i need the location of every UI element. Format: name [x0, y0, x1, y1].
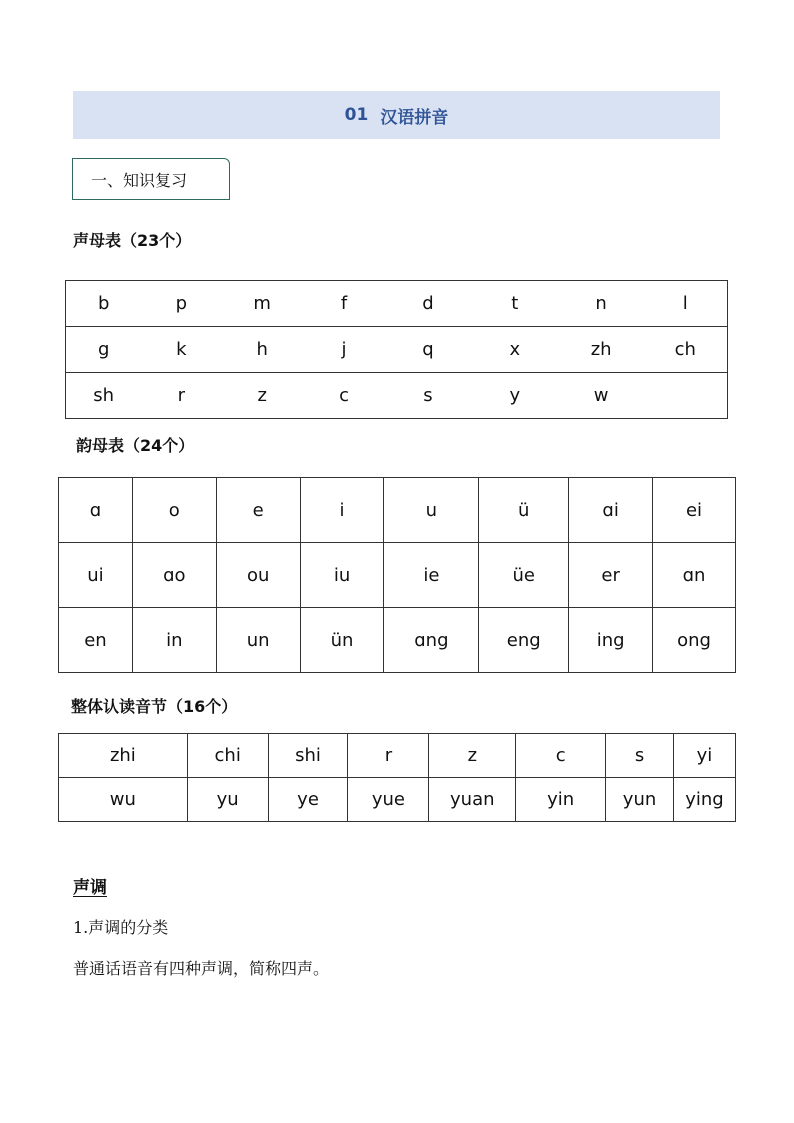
table-row: [66, 327, 728, 373]
table-cell: wu: [59, 778, 188, 822]
table-cell: ün: [300, 608, 384, 673]
page-title-bar: [73, 91, 720, 139]
table-cell: yun: [606, 778, 674, 822]
table-cell: zh: [559, 327, 644, 373]
table-cell: r: [141, 373, 221, 419]
table-cell: ong: [653, 608, 736, 673]
table-cell: yuan: [429, 778, 516, 822]
table-cell: t: [471, 281, 559, 327]
table-cell: in: [132, 608, 216, 673]
table-cell: s: [606, 734, 674, 778]
table-cell: j: [303, 327, 385, 373]
yunmu-heading: 韵母表（24个）: [76, 436, 195, 455]
shengmu-heading: 声母表（23个）: [73, 231, 192, 250]
table-row: [66, 373, 728, 419]
table-cell: ie: [384, 543, 479, 608]
zhengti-table: [58, 733, 736, 822]
table-cell: m: [221, 281, 303, 327]
table-cell: u: [384, 478, 479, 543]
tones-subheading: 1.声调的分类: [73, 918, 169, 937]
title-number: 01: [344, 105, 369, 125]
table-cell: ɑ: [59, 478, 133, 543]
table-cell: yi: [673, 734, 735, 778]
table-cell: shi: [268, 734, 348, 778]
table-cell: yin: [516, 778, 606, 822]
table-row: [59, 543, 736, 608]
table-cell: ch: [644, 327, 728, 373]
tones-heading: 声调: [73, 878, 107, 898]
table-cell: ɑng: [384, 608, 479, 673]
table-cell: i: [300, 478, 384, 543]
table-row: [66, 281, 728, 327]
table-row: [59, 608, 736, 673]
table-cell: üe: [479, 543, 569, 608]
table-cell: ou: [216, 543, 300, 608]
table-cell: z: [221, 373, 303, 419]
table-cell: c: [516, 734, 606, 778]
table-cell: d: [385, 281, 471, 327]
table-cell: [644, 373, 728, 419]
table-cell: ɑn: [653, 543, 736, 608]
table-cell: ye: [268, 778, 348, 822]
table-row: [59, 734, 736, 778]
table-cell: r: [348, 734, 429, 778]
table-cell: ɑi: [569, 478, 653, 543]
table-row: [59, 778, 736, 822]
table-cell: ying: [673, 778, 735, 822]
table-cell: y: [471, 373, 559, 419]
table-cell: chi: [187, 734, 268, 778]
table-cell: un: [216, 608, 300, 673]
section-label: 一、知识复习: [72, 158, 230, 200]
zhengti-heading: 整体认读音节（16个）: [71, 697, 238, 716]
table-cell: iu: [300, 543, 384, 608]
table-cell: yu: [187, 778, 268, 822]
table-cell: ei: [653, 478, 736, 543]
table-cell: zhi: [59, 734, 188, 778]
table-cell: f: [303, 281, 385, 327]
yunmu-table: [58, 477, 736, 673]
table-cell: q: [385, 327, 471, 373]
table-cell: e: [216, 478, 300, 543]
table-cell: o: [132, 478, 216, 543]
table-cell: b: [66, 281, 142, 327]
table-cell: ing: [569, 608, 653, 673]
table-cell: g: [66, 327, 142, 373]
table-cell: ɑo: [132, 543, 216, 608]
table-cell: en: [59, 608, 133, 673]
page-title: 汉语拼音: [380, 107, 449, 128]
table-cell: er: [569, 543, 653, 608]
table-cell: ü: [479, 478, 569, 543]
table-cell: n: [559, 281, 644, 327]
table-cell: p: [141, 281, 221, 327]
table-cell: z: [429, 734, 516, 778]
table-cell: s: [385, 373, 471, 419]
table-cell: l: [644, 281, 728, 327]
table-cell: c: [303, 373, 385, 419]
table-row: [59, 478, 736, 543]
table-cell: w: [559, 373, 644, 419]
table-cell: eng: [479, 608, 569, 673]
tones-text: 普通话语音有四种声调，简称四声。: [73, 959, 330, 978]
table-cell: sh: [66, 373, 142, 419]
table-cell: h: [221, 327, 303, 373]
shengmu-table: [65, 280, 728, 419]
table-cell: yue: [348, 778, 429, 822]
table-cell: ui: [59, 543, 133, 608]
table-cell: k: [141, 327, 221, 373]
table-cell: x: [471, 327, 559, 373]
